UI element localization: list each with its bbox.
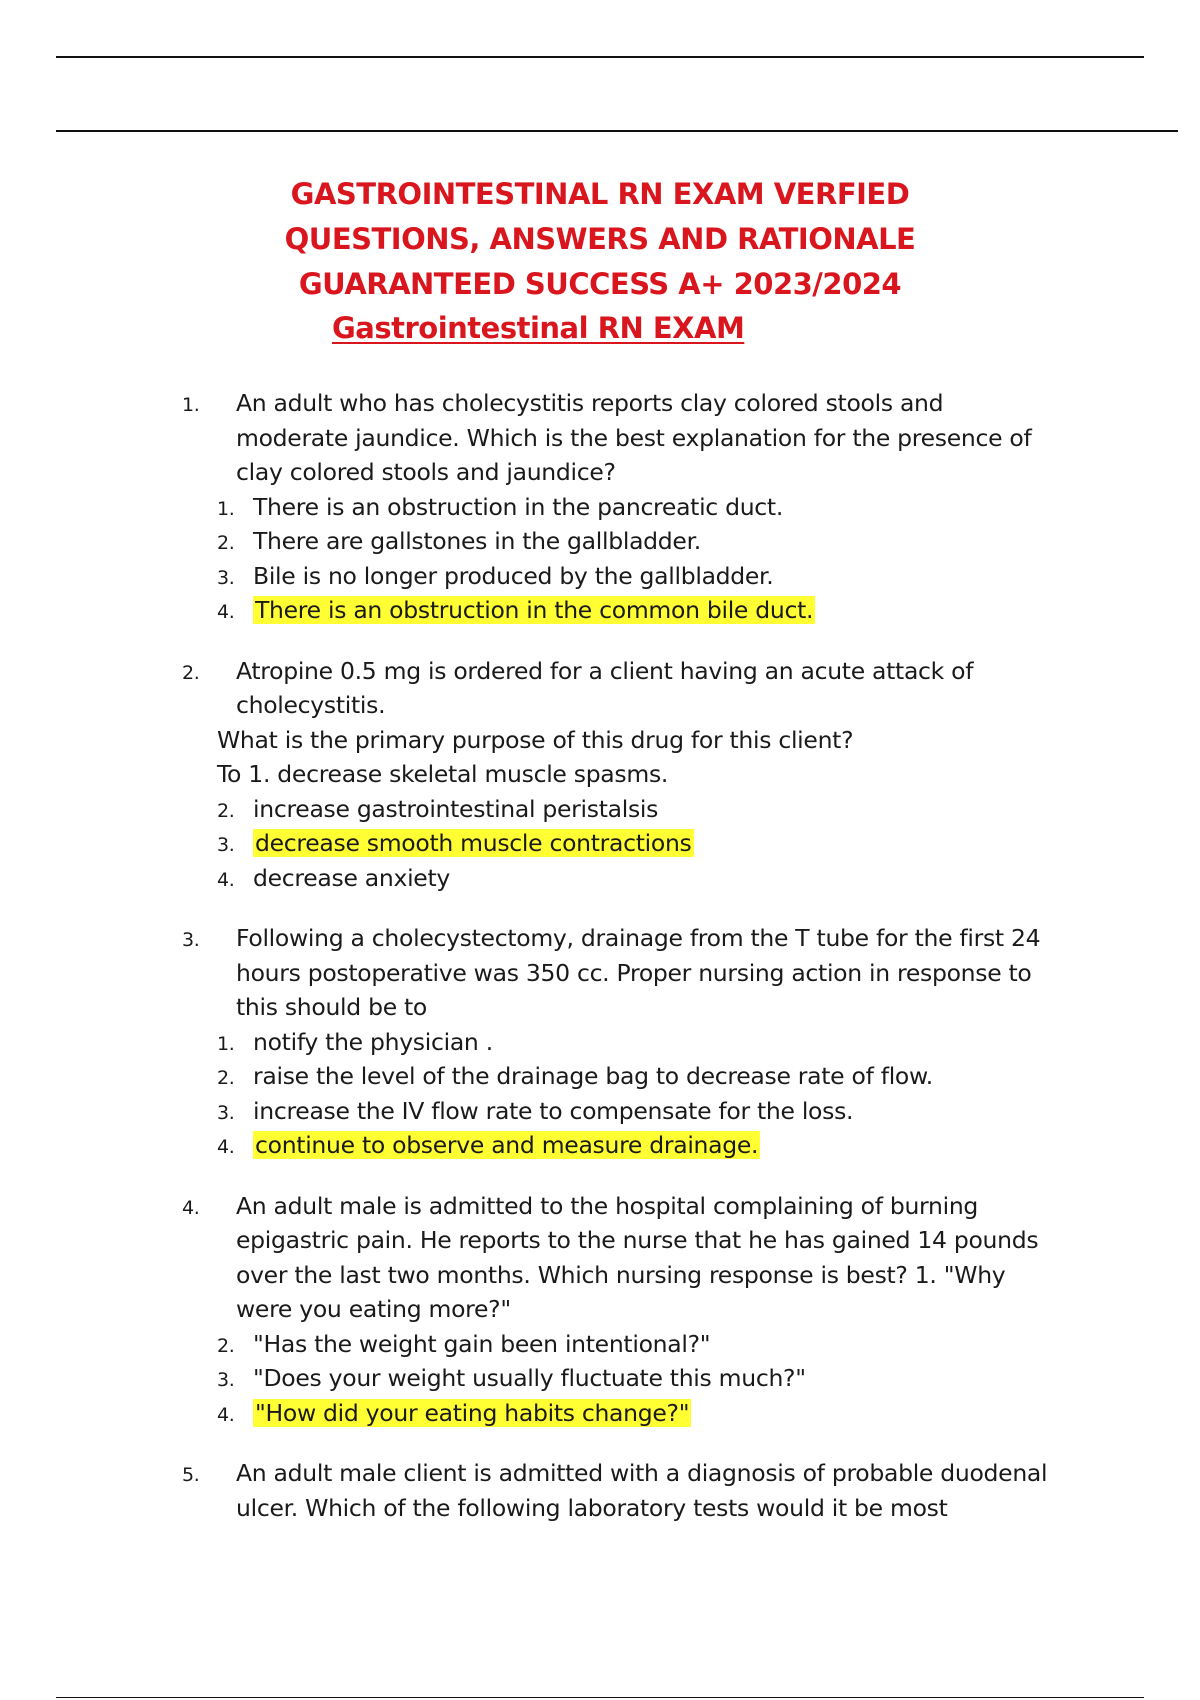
answer-option bbox=[0, 524, 1200, 559]
question-text: An adult male client is admitted with a diagnosis of probable duodenal ulcer. Which of the following laboratory tests would it be most bbox=[236, 1459, 1048, 1522]
option-text: increase the IV flow rate to compensate for the loss. bbox=[253, 1096, 854, 1125]
highlighted-answer: There is an obstruction in the common bile duct. bbox=[255, 596, 814, 624]
option-number: 3. bbox=[217, 566, 235, 589]
title-line-3: GUARANTEED SUCCESS A+ 2023/2024 bbox=[298, 267, 902, 301]
highlighted-answer: continue to observe and measure drainage. bbox=[255, 1131, 759, 1159]
question-2 bbox=[0, 654, 1200, 896]
answer-option bbox=[0, 792, 1200, 827]
option-number: 4. bbox=[217, 868, 235, 891]
question-text-line: What is the primary purpose of this drug for this client? bbox=[217, 725, 854, 754]
question-stem bbox=[0, 1456, 1056, 1525]
question-number: 5. bbox=[182, 1464, 200, 1486]
option-text: "Does your weight usually fluctuate this much?" bbox=[253, 1364, 806, 1392]
bottom-rule bbox=[56, 1697, 1144, 1698]
top-rule bbox=[56, 56, 1144, 58]
answer-option bbox=[0, 559, 1200, 594]
option-number: 2. bbox=[217, 1067, 235, 1089]
answer-option-correct bbox=[0, 1396, 1200, 1431]
option-text: Bile is no longer produced by the gallbladder. bbox=[253, 561, 774, 590]
answer-option bbox=[0, 861, 1200, 896]
header-rule bbox=[56, 130, 1178, 132]
answer-option bbox=[0, 1059, 1200, 1094]
option-text: There are gallstones in the gallbladder. bbox=[253, 527, 701, 555]
document-subtitle: Gastrointestinal RN EXAM bbox=[332, 311, 745, 345]
option-text: raise the level of the drainage bag to decrease rate of flow. bbox=[253, 1062, 933, 1090]
question-number: 3. bbox=[182, 929, 200, 951]
answer-option bbox=[0, 1327, 1200, 1362]
option-text: "Has the weight gain been intentional?" bbox=[253, 1329, 711, 1358]
question-list bbox=[0, 386, 1200, 1551]
question-text: Atropine 0.5 mg is ordered for a client having an acute attack of cholecystitis. bbox=[236, 656, 974, 719]
question-text: An adult male is admitted to the hospital complaining of burning epigastric pain. He reports to the nurse that he has gained 14 pounds over the last two months. Which nursing response is best? 1. "Why were you eating more?" bbox=[236, 1191, 1039, 1323]
answer-option bbox=[0, 1361, 1200, 1396]
question-text-line: To 1. decrease skeletal muscle spasms. bbox=[217, 760, 669, 788]
question-stem bbox=[0, 386, 1056, 490]
option-number: 2. bbox=[217, 799, 235, 822]
document-title bbox=[0, 172, 1200, 307]
highlighted-answer: "How did your eating habits change?" bbox=[255, 1398, 690, 1427]
option-text: notify the physician . bbox=[253, 1027, 493, 1056]
question-number: 2. bbox=[182, 661, 200, 684]
option-number: 4. bbox=[217, 601, 235, 623]
question-3 bbox=[0, 921, 1200, 1163]
option-number: 2. bbox=[217, 532, 235, 554]
option-number: 4. bbox=[217, 1403, 235, 1426]
question-text: An adult who has cholecystitis reports clay colored stools and moderate jaundice. Which is the best explanation for the presence of clay colored stools and jaundice? bbox=[236, 389, 1032, 486]
option-text: decrease anxiety bbox=[253, 863, 450, 892]
option-text: There is an obstruction in the pancreatic duct. bbox=[253, 492, 784, 521]
answer-option bbox=[0, 1094, 1200, 1129]
question-5 bbox=[0, 1456, 1200, 1525]
option-number: 3. bbox=[217, 1369, 235, 1391]
question-stem bbox=[0, 654, 1056, 723]
answer-option bbox=[0, 1025, 1200, 1060]
option-number: 3. bbox=[217, 834, 235, 856]
option-number: 1. bbox=[217, 1032, 235, 1055]
question-number: 1. bbox=[182, 394, 200, 416]
option-text: increase gastrointestinal peristalsis bbox=[253, 794, 659, 823]
option-number: 4. bbox=[217, 1136, 235, 1158]
highlighted-answer: decrease smooth muscle contractions bbox=[255, 829, 692, 857]
question-text: Following a cholecystectomy, drainage from the T tube for the first 24 hours postoperative was 350 cc. Proper nursing action in response to this should be to bbox=[236, 924, 1041, 1021]
option-number: 3. bbox=[217, 1101, 235, 1124]
option-number: 1. bbox=[217, 497, 235, 520]
option-number: 2. bbox=[217, 1334, 235, 1357]
title-line-1: GASTROINTESTINAL RN EXAM VERFIED bbox=[290, 177, 910, 211]
answer-option-correct bbox=[0, 826, 1200, 861]
question-number: 4. bbox=[182, 1196, 200, 1219]
question-4 bbox=[0, 1189, 1200, 1431]
question-stem bbox=[0, 921, 1056, 1025]
answer-option-correct bbox=[0, 593, 1200, 628]
question-1 bbox=[0, 386, 1200, 628]
question-stem bbox=[0, 1189, 1056, 1327]
answer-option bbox=[0, 490, 1200, 525]
answer-option-correct bbox=[0, 1128, 1200, 1163]
title-line-2: QUESTIONS, ANSWERS AND RATIONALE bbox=[284, 222, 916, 256]
